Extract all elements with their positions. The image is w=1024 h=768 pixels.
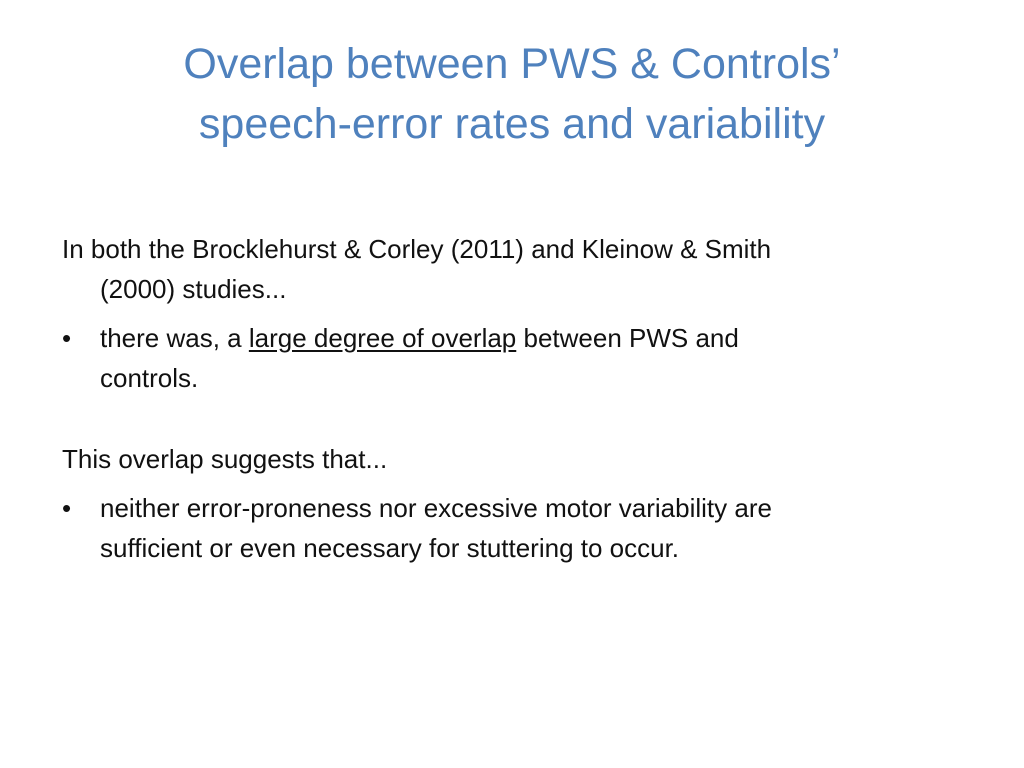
overlap-bullet [62, 318, 962, 398]
title-line-1: Overlap between PWS & Controls’ [183, 40, 841, 88]
bullet-marker: • [62, 323, 72, 353]
slide-body [62, 229, 962, 568]
spacer [62, 398, 962, 439]
studies-intro-line-2: (2000) studies... [100, 274, 287, 304]
conclusion-bullet-line-1: neither error-proneness nor excessive motor variability are [100, 493, 772, 523]
slide-title [60, 34, 964, 154]
overlap-bullet-post: between PWS and [516, 323, 739, 353]
bullet-marker: • [62, 493, 72, 523]
conclusion-bullet [62, 488, 962, 568]
title-line-2: speech-error rates and variability [198, 100, 826, 148]
overlap-bullet-underlined: large degree of overlap [248, 323, 517, 353]
overlap-bullet-line-2: controls. [100, 363, 199, 393]
studies-intro [62, 229, 962, 309]
overlap-bullet-pre: there was, a [100, 323, 249, 353]
suggests-intro: This overlap suggests that... [62, 444, 388, 474]
studies-intro-line-1: In both the Brocklehurst & Corley (2011) and Kleinow & Smith [62, 234, 772, 264]
conclusion-bullet-line-2: sufficient or even necessary for stuttering to occur. [100, 533, 680, 563]
